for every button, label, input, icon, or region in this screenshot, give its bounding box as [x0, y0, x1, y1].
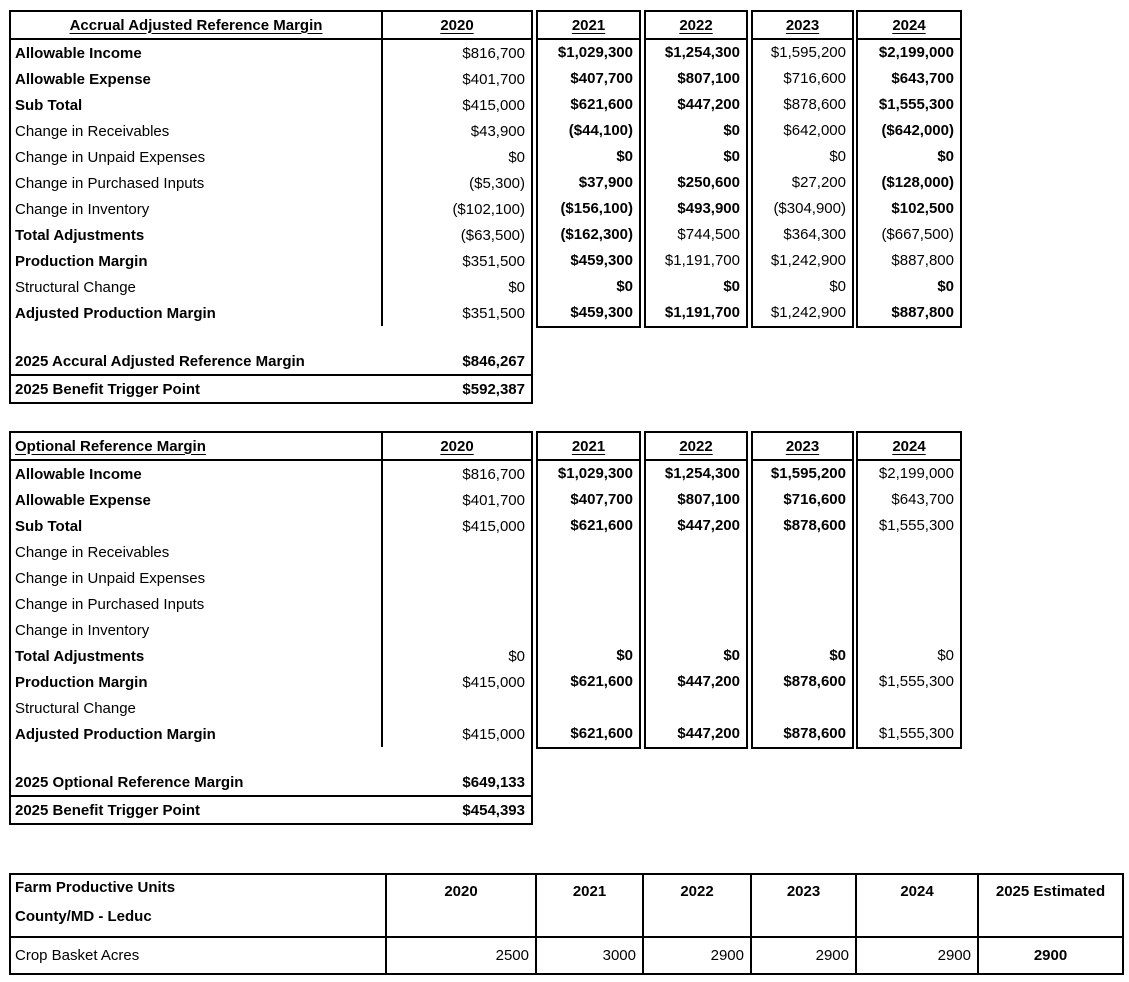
accrual-table-row [11, 92, 531, 118]
farm-value-2022: 2900 [642, 938, 750, 973]
accrual-value-2022: $1,191,700 [664, 304, 740, 321]
optional-year-label-2022: 2022 [679, 437, 713, 455]
farm-year-header-2021: 2021 [535, 875, 642, 936]
accrual-header-row [11, 12, 531, 40]
farm-value-2023: 2900 [750, 938, 855, 973]
accrual-value-2022: $1,191,700 [664, 252, 740, 269]
optional-value-2023: $878,600 [783, 517, 846, 534]
optional-value-2021 [538, 539, 639, 565]
accrual-year-label-2022: 2022 [679, 16, 713, 34]
optional-year-label-2024: 2024 [892, 437, 926, 455]
optional-table-row [11, 721, 531, 747]
farm-header-line2: County/MD - Leduc [15, 908, 152, 925]
accrual-main-box [9, 10, 533, 328]
accrual-year-label-2021: 2021 [571, 16, 606, 34]
accrual-value-2023: $716,600 [783, 70, 846, 87]
farm-header-row [11, 875, 1122, 938]
accrual-value-2022: $493,900 [677, 200, 740, 217]
accrual-value-2024: $2,199,000 [878, 44, 954, 61]
farm-value-2024: 2900 [855, 938, 977, 973]
optional-main-box [9, 431, 533, 749]
optional-header-row [11, 433, 531, 461]
optional-year-column-2022 [644, 431, 748, 749]
farm-data-row [11, 938, 1122, 973]
accrual-value-2023: ($304,900) [773, 200, 846, 217]
optional-table-row [11, 461, 531, 487]
accrual-value-2023: $1,242,900 [770, 304, 846, 321]
optional-value-2020: $415,000 [462, 725, 525, 743]
optional-row-label: Allowable Income [11, 461, 383, 487]
optional-value-2023 [753, 617, 852, 643]
accrual-table-title [11, 12, 383, 38]
accrual-value-2020: $43,900 [470, 122, 525, 140]
optional-value-2020: $415,000 [462, 517, 525, 535]
accrual-value-2024: $0 [937, 278, 954, 295]
accrual-row-label: Change in Purchased Inputs [11, 170, 383, 196]
accrual-value-2020: $401,700 [462, 70, 525, 88]
optional-value-2022 [646, 565, 746, 591]
summary-spacer [11, 326, 531, 348]
accrual-value-2022: $250,600 [677, 174, 740, 191]
optional-value-2023: $0 [829, 647, 846, 664]
optional-value-2020: $415,000 [462, 673, 525, 691]
accrual-table-row [11, 118, 531, 144]
optional-value-2024: $1,555,300 [878, 517, 954, 534]
accrual-value-2021: $407,700 [570, 70, 633, 87]
accrual-year-header-2021 [538, 12, 639, 40]
farm-year-header-2025-estimated: 2025 Estimated [977, 875, 1122, 936]
optional-table-row [11, 695, 531, 721]
accrual-value-2021: ($162,300) [560, 226, 633, 243]
optional-value-2024: $643,700 [891, 491, 954, 508]
optional-summary-row-margin [11, 769, 531, 795]
optional-value-2020 [383, 591, 531, 617]
optional-value-2024: $1,555,300 [878, 673, 954, 690]
optional-table-row [11, 591, 531, 617]
accrual-value-2024: $887,800 [891, 252, 954, 269]
accrual-table-row [11, 170, 531, 196]
accrual-value-2023: $1,595,200 [770, 44, 846, 61]
accrual-value-2021: ($156,100) [560, 200, 633, 217]
summary-label: 2025 Optional Reference Margin [15, 773, 244, 791]
accrual-value-2023: $878,600 [783, 96, 846, 113]
farm-value-2025-estimated: 2900 [977, 938, 1122, 973]
optional-value-2021 [538, 591, 639, 617]
accrual-value-2020: ($5,300) [469, 174, 525, 192]
optional-row-label: Structural Change [11, 695, 383, 721]
optional-year-label-2020: 2020 [440, 437, 474, 455]
optional-table-title-text: Optional Reference Margin [15, 437, 206, 455]
optional-year-header-2020 [383, 438, 531, 455]
accrual-year-header-2020 [383, 17, 531, 34]
optional-value-2022: $447,200 [677, 673, 740, 690]
accrual-table-row [11, 300, 531, 326]
optional-year-column-2023 [751, 431, 854, 749]
optional-value-2024: $1,555,300 [878, 725, 954, 742]
optional-value-2023 [753, 539, 852, 565]
accrual-value-2022: $1,254,300 [664, 44, 740, 61]
accrual-summary-box [9, 326, 533, 404]
optional-summary-row-trigger [11, 795, 531, 823]
accrual-value-2020: $415,000 [462, 96, 525, 114]
optional-value-2024 [858, 617, 960, 643]
summary-label: 2025 Accural Adjusted Reference Margin [15, 352, 305, 370]
optional-value-2020 [383, 565, 531, 591]
accrual-value-2024: ($667,500) [881, 226, 954, 243]
accrual-value-2022: $447,200 [677, 96, 740, 113]
optional-value-2021 [538, 617, 639, 643]
accrual-value-2020: ($102,100) [452, 200, 525, 218]
optional-row-label: Allowable Expense [11, 487, 383, 513]
optional-table-row [11, 487, 531, 513]
accrual-value-2024: $887,800 [891, 304, 954, 321]
accrual-value-2023: $0 [829, 278, 846, 295]
accrual-value-2021: $1,029,300 [557, 44, 633, 61]
accrual-year-column-2021 [536, 10, 641, 328]
accrual-value-2023: $364,300 [783, 226, 846, 243]
optional-value-2022 [646, 591, 746, 617]
optional-table-row [11, 539, 531, 565]
accrual-row-label: Allowable Income [11, 40, 383, 66]
accrual-value-2022: $0 [723, 148, 740, 165]
optional-table-row [11, 669, 531, 695]
optional-row-label: Total Adjustments [11, 643, 383, 669]
accrual-value-2024: $1,555,300 [878, 96, 954, 113]
accrual-row-label: Change in Inventory [11, 196, 383, 222]
optional-value-2021: $621,600 [570, 673, 633, 690]
optional-body-rows [11, 461, 531, 747]
accrual-table-row [11, 66, 531, 92]
optional-row-label: Change in Purchased Inputs [11, 591, 383, 617]
accrual-year-column-2024 [856, 10, 962, 328]
optional-year-column-2021 [536, 431, 641, 749]
farm-value-2021: 3000 [535, 938, 642, 973]
optional-value-2021 [538, 565, 639, 591]
optional-value-2021: $1,029,300 [557, 465, 633, 482]
accrual-value-2024: ($642,000) [881, 122, 954, 139]
farm-header-label-cell [11, 875, 385, 936]
optional-value-2020 [383, 539, 531, 565]
accrual-year-column-2023 [751, 10, 854, 328]
accrual-table-row [11, 196, 531, 222]
optional-value-2024 [858, 565, 960, 591]
optional-year-label-2023: 2023 [785, 437, 820, 455]
accrual-table-row [11, 144, 531, 170]
accrual-year-column-2022 [644, 10, 748, 328]
optional-year-header-2022 [646, 433, 746, 461]
farm-year-header-2024: 2024 [855, 875, 977, 936]
farm-year-header-2023: 2023 [750, 875, 855, 936]
accrual-row-label: Adjusted Production Margin [11, 300, 383, 326]
farm-header-line1: Farm Productive Units [15, 879, 176, 896]
accrual-value-2023: $1,242,900 [770, 252, 846, 269]
optional-row-label: Change in Inventory [11, 617, 383, 643]
farm-row-label: Crop Basket Acres [15, 947, 140, 964]
optional-value-2022: $0 [723, 647, 740, 664]
accrual-value-2023: $642,000 [783, 122, 846, 139]
optional-value-2023: $878,600 [783, 673, 846, 690]
accrual-row-label: Sub Total [11, 92, 383, 118]
optional-value-2023: $716,600 [783, 491, 846, 508]
optional-table-row [11, 643, 531, 669]
optional-value-2020: $816,700 [462, 465, 525, 483]
farm-productive-units-table [9, 873, 1124, 975]
optional-value-2021: $621,600 [570, 725, 633, 742]
optional-value-2021: $0 [616, 647, 633, 664]
accrual-year-label-2020: 2020 [440, 16, 474, 34]
accrual-row-label: Production Margin [11, 248, 383, 274]
summary-value: $592,387 [462, 380, 525, 398]
accrual-year-header-2023 [753, 12, 852, 40]
accrual-value-2021: $0 [616, 278, 633, 295]
farm-year-header-2020: 2020 [385, 875, 535, 936]
accrual-value-2020: $351,500 [462, 252, 525, 270]
accrual-table-row [11, 222, 531, 248]
farm-year-header-2022: 2022 [642, 875, 750, 936]
optional-summary-box [9, 747, 533, 825]
accrual-value-2021: $459,300 [570, 252, 633, 269]
optional-table-row [11, 565, 531, 591]
accrual-value-2021: $459,300 [570, 304, 633, 321]
accrual-value-2021: $37,900 [578, 174, 633, 191]
accrual-value-2020: ($63,500) [460, 226, 525, 244]
optional-value-2020 [383, 617, 531, 643]
optional-value-2023: $1,595,200 [770, 465, 846, 482]
optional-value-2022: $447,200 [677, 725, 740, 742]
optional-value-2020: $0 [508, 647, 525, 665]
optional-value-2022: $447,200 [677, 517, 740, 534]
optional-table-title [11, 433, 383, 459]
accrual-row-label: Change in Receivables [11, 118, 383, 144]
accrual-value-2021: ($44,100) [568, 122, 633, 139]
accrual-table-title-text: Accrual Adjusted Reference Margin [69, 16, 323, 34]
optional-value-2024: $0 [937, 647, 954, 664]
optional-value-2023: $878,600 [783, 725, 846, 742]
optional-year-header-2024 [858, 433, 960, 461]
accrual-row-label: Change in Unpaid Expenses [11, 144, 383, 170]
accrual-table-row [11, 248, 531, 274]
optional-year-column-2024 [856, 431, 962, 749]
optional-value-2022: $807,100 [677, 491, 740, 508]
accrual-value-2021: $0 [616, 148, 633, 165]
farm-value-2020: 2500 [385, 938, 535, 973]
optional-value-2024 [858, 591, 960, 617]
accrual-value-2020: $0 [508, 148, 525, 166]
optional-value-2020: $401,700 [462, 491, 525, 509]
accrual-value-2022: $0 [723, 122, 740, 139]
accrual-row-label: Total Adjustments [11, 222, 383, 248]
accrual-year-label-2023: 2023 [785, 16, 820, 34]
optional-value-2024: $2,199,000 [878, 465, 954, 482]
optional-table-row [11, 513, 531, 539]
accrual-value-2022: $807,100 [677, 70, 740, 87]
accrual-value-2020: $816,700 [462, 44, 525, 62]
summary-value: $846,267 [462, 352, 525, 370]
optional-value-2021: $621,600 [570, 517, 633, 534]
summary-label: 2025 Benefit Trigger Point [15, 380, 201, 398]
optional-table-row [11, 617, 531, 643]
accrual-value-2024: $102,500 [891, 200, 954, 217]
accrual-year-header-2024 [858, 12, 960, 40]
summary-value: $454,393 [462, 801, 525, 819]
optional-row-label: Change in Unpaid Expenses [11, 565, 383, 591]
optional-value-2021 [538, 695, 639, 721]
accrual-value-2023: $27,200 [791, 174, 846, 191]
summary-label: 2025 Benefit Trigger Point [15, 801, 201, 819]
accrual-value-2022: $0 [723, 278, 740, 295]
optional-value-2021: $407,700 [570, 491, 633, 508]
optional-row-label: Adjusted Production Margin [11, 721, 383, 747]
optional-value-2022 [646, 617, 746, 643]
optional-value-2023 [753, 591, 852, 617]
accrual-value-2021: $621,600 [570, 96, 633, 113]
accrual-body-rows [11, 40, 531, 326]
optional-value-2024 [858, 539, 960, 565]
optional-value-2020 [383, 695, 531, 721]
optional-row-label: Production Margin [11, 669, 383, 695]
accrual-value-2020: $0 [508, 278, 525, 296]
accrual-summary-row-trigger [11, 374, 531, 402]
accrual-table-row [11, 40, 531, 66]
accrual-value-2024: $0 [937, 148, 954, 165]
accrual-value-2020: $351,500 [462, 304, 525, 322]
optional-year-header-2021 [538, 433, 639, 461]
optional-year-label-2021: 2021 [571, 437, 606, 455]
accrual-value-2022: $744,500 [677, 226, 740, 243]
accrual-year-header-2022 [646, 12, 746, 40]
accrual-value-2024: $643,700 [891, 70, 954, 87]
accrual-row-label: Structural Change [11, 274, 383, 300]
optional-value-2023 [753, 565, 852, 591]
optional-year-header-2023 [753, 433, 852, 461]
optional-row-label: Sub Total [11, 513, 383, 539]
accrual-table-row [11, 274, 531, 300]
optional-value-2022 [646, 695, 746, 721]
accrual-row-label: Allowable Expense [11, 66, 383, 92]
accrual-summary-row-margin [11, 348, 531, 374]
summary-spacer [11, 747, 531, 769]
accrual-year-label-2024: 2024 [892, 16, 926, 34]
accrual-value-2024: ($128,000) [881, 174, 954, 191]
optional-value-2022: $1,254,300 [664, 465, 740, 482]
accrual-value-2023: $0 [829, 148, 846, 165]
optional-row-label: Change in Receivables [11, 539, 383, 565]
optional-value-2024 [858, 695, 960, 721]
optional-value-2023 [753, 695, 852, 721]
optional-value-2022 [646, 539, 746, 565]
summary-value: $649,133 [462, 773, 525, 791]
